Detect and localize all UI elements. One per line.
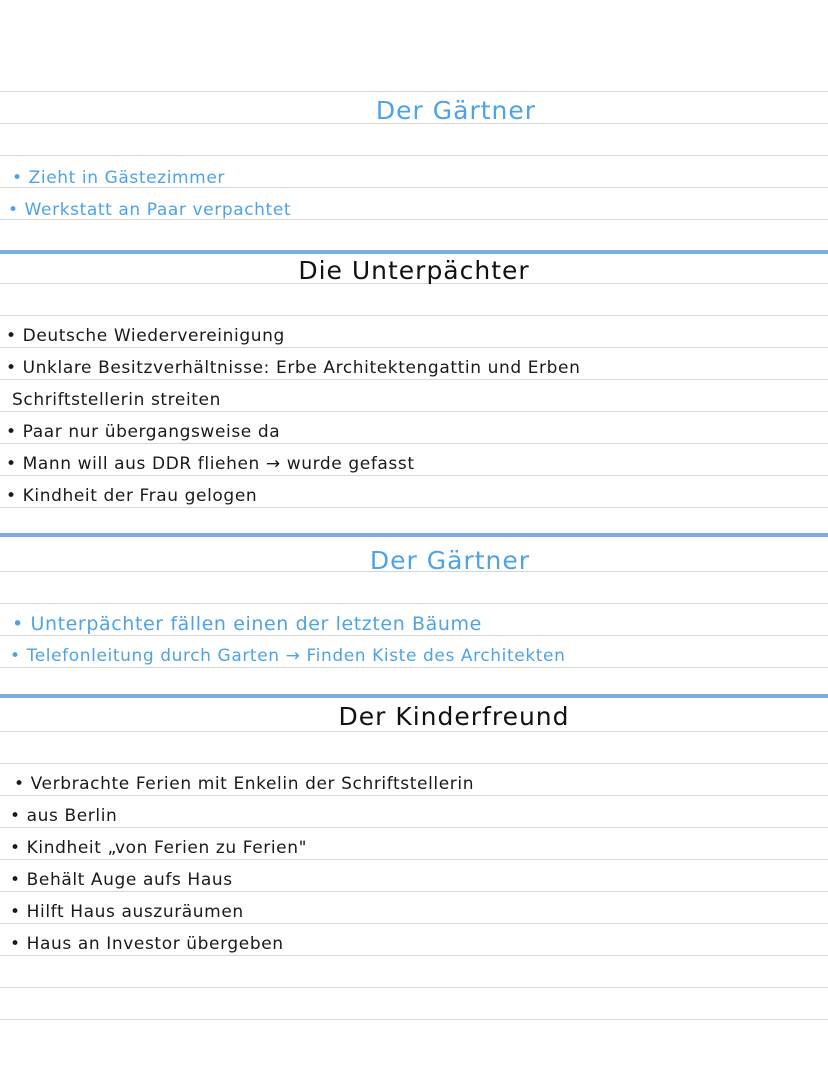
ruled-line (0, 923, 828, 924)
ruled-line (0, 955, 828, 956)
ruled-line (0, 155, 828, 156)
ruled-line (0, 891, 828, 892)
ruled-line (0, 795, 828, 796)
ruled-line (0, 315, 828, 316)
section-divider (0, 533, 828, 537)
list-item: • Unklare Besitzverhältnisse: Erbe Architektengattin und Erben (6, 358, 581, 378)
list-item: • Kindheit „von Ferien zu Ferien" (10, 838, 308, 858)
ruled-line (0, 475, 828, 476)
list-item: • aus Berlin (10, 806, 118, 826)
ruled-line (0, 859, 828, 860)
list-item: • Haus an Investor übergeben (10, 934, 284, 954)
section-divider (0, 250, 828, 254)
list-item: • Hilft Haus auszuräumen (10, 902, 244, 922)
list-item: • Unterpächter fällen einen der letzten Bäume (12, 613, 482, 635)
ruled-line (0, 91, 828, 92)
ruled-line (0, 667, 828, 668)
list-item: • Behält Auge aufs Haus (10, 870, 233, 890)
ruled-line (0, 603, 828, 604)
list-item: • Mann will aus DDR fliehen → wurde gefasst (6, 454, 415, 474)
ruled-line (0, 1019, 828, 1020)
list-item: • Werkstatt an Paar verpachtet (8, 200, 292, 220)
section-heading: Die Unterpächter (298, 256, 530, 285)
ruled-line (0, 731, 828, 732)
ruled-line (0, 763, 828, 764)
ruled-line (0, 347, 828, 348)
list-item: • Zieht in Gästezimmer (12, 168, 225, 188)
list-item: Schriftstellerin streiten (12, 390, 221, 410)
ruled-line (0, 507, 828, 508)
list-item: • Verbrachte Ferien mit Enkelin der Schriftstellerin (14, 774, 475, 794)
ruled-line (0, 987, 828, 988)
ruled-line (0, 411, 828, 412)
ruled-line (0, 379, 828, 380)
list-item: • Kindheit der Frau gelogen (6, 486, 258, 506)
section-heading: Der Gärtner (375, 96, 537, 125)
section-heading: Der Gärtner (369, 546, 531, 575)
section-divider (0, 694, 828, 698)
section-heading: Der Kinderfreund (338, 702, 570, 731)
ruled-line (0, 635, 828, 636)
list-item: • Paar nur übergangsweise da (6, 422, 281, 442)
ruled-line (0, 443, 828, 444)
list-item: • Deutsche Wiedervereinigung (6, 326, 285, 346)
ruled-line (0, 827, 828, 828)
list-item: • Telefonleitung durch Garten → Finden Kiste des Architekten (10, 646, 566, 666)
